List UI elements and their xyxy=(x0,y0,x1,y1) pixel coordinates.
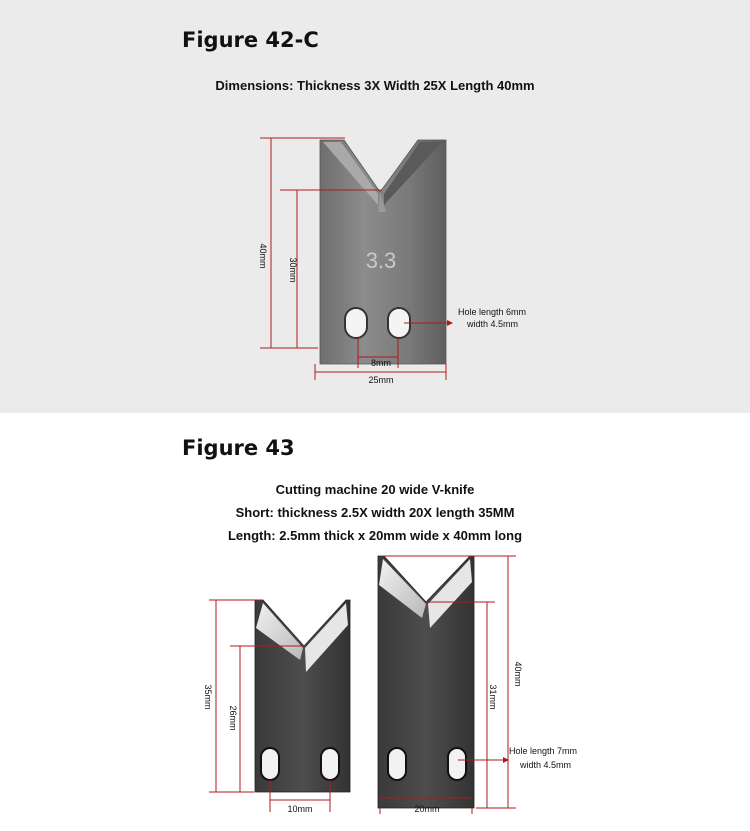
short-dim-26mm-label: 26mm xyxy=(228,705,238,731)
long-dim-31mm-label: 31mm xyxy=(488,684,498,710)
figure-42c-title: Figure 42-C xyxy=(182,28,319,52)
short-dim-35mm-label: 35mm xyxy=(203,684,213,710)
dim-40mm-label: 40mm xyxy=(258,243,268,269)
long-dim-40mm-label: 40mm xyxy=(513,661,523,687)
dim-30mm-label: 30mm xyxy=(288,257,298,283)
figure-43-line1: Cutting machine 20 wide V-knife xyxy=(275,482,475,497)
dim-25mm-label: 25mm xyxy=(368,375,394,385)
figure-42c-dimensions: Dimensions: Thickness 3X Width 25X Length 40mm xyxy=(215,78,535,93)
long-dim-20mm-label: 20mm xyxy=(414,804,440,814)
short-dim-10mm-label: 10mm xyxy=(287,804,313,814)
long-hole-left xyxy=(388,748,406,780)
blade-short xyxy=(255,600,350,792)
figure-43-line2: Short: thickness 2.5X width 20X length 35MM xyxy=(235,505,515,520)
long-hole-right xyxy=(448,748,466,780)
blade-42c xyxy=(320,140,446,364)
long-hole-spec-line2: width 4.5mm xyxy=(520,760,572,770)
figure-43-line3: Length: 2.5mm thick x 20mm wide x 40mm long xyxy=(227,528,523,543)
dim-8mm-label: 8mm xyxy=(371,358,391,368)
figure-43-title: Figure 43 xyxy=(182,436,295,460)
short-hole-left xyxy=(261,748,279,780)
hole-spec-line2: width 4.5mm xyxy=(467,319,519,329)
blade-long xyxy=(378,556,474,808)
hole-left xyxy=(345,308,367,338)
long-hole-spec-line1: Hole length 7mm xyxy=(509,746,578,756)
blade-stamp: 3.3 xyxy=(365,248,397,273)
hole-spec-line1: Hole length 6mm xyxy=(458,307,527,317)
short-hole-right xyxy=(321,748,339,780)
